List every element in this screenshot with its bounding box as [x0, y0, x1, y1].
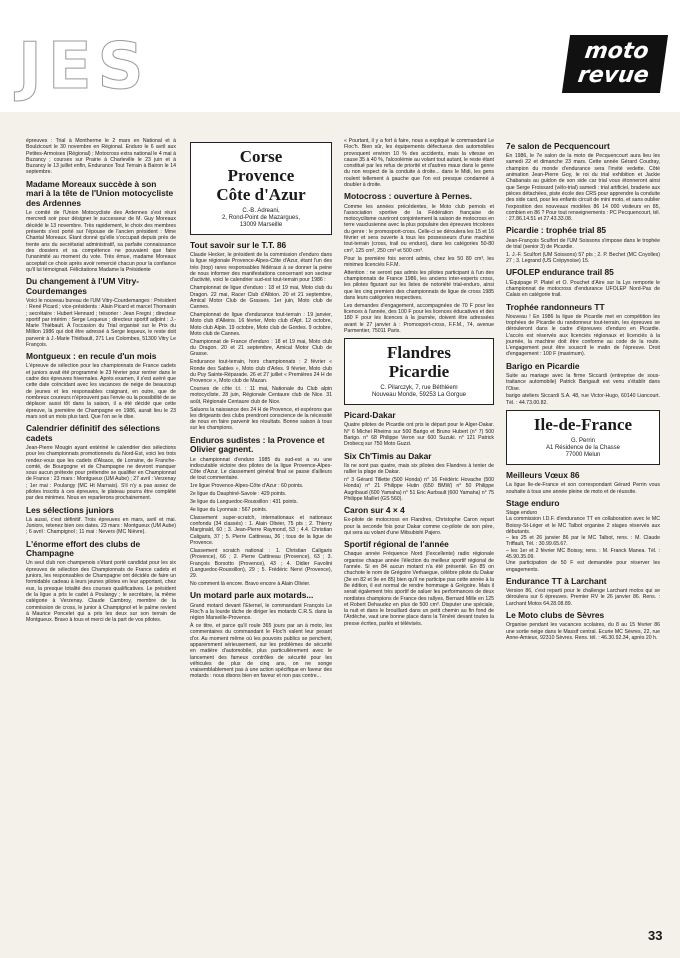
article-text: Stage enduro La commission I.D.F. d'endurance TT en collaboration avec le MC Boissy-St-Léger et le MC Talbot organise 2 stages réservés aux débutants. – les 25 et 26 janvier 86 par le MC Talbot, rens. : M. Claude Triffault, Tél. : 30.99.65.67. – les 1er et 2 février MC Boissy, rens. : M. Franck Manea. Tél. : 45.90.35.09. Une participation de 50 F est demandée pour réserver les engagements. [506, 510, 660, 573]
article-headline: Montgueux : en recule d'un mois [26, 351, 157, 362]
article-headline: Picardie : trophée trial 85 [506, 225, 607, 236]
article-text: En 1986, le 7e salon de la moto de Pecquencourt aura lieu les samedi 22 et dimanche 23 mars. Cette année Gérard Coudray, champion du monde d'endurance sera l'invité vedette. Côté animation Jean-Pierre Goy, le roi du trial exhibition et Jackie Chabanais au guidon de son side car trial vous étonneront ainsi que Serge Froissard (vélo-trial) samedi : trial artificiel, braderie aux pièces détachées, piste école des CRS pour apprendre la conduite des side card, pour les enfants circuit de mini moto, et sans oublier l'exposition des nouveaux modèles 86 14 000 visiteurs en 85, combien en 86 ? Pour tout renseignements : PC Pecquencourt, tél. : 27.86.14.51 et 27.43.33.08. [506, 153, 660, 223]
header-logo-left: JES [18, 30, 150, 104]
article-text: Claude Hecker, le président de la commission d'enduro dans la ligue régionale Provence-Alpes-Côte d'Azur, étant l'un des très (trop) rares responsables fédéraux à se donner la peine de nous informer des manifestations concernant son secteur d'activité, voici le calendrier sud-est tout-terrain pour 1986 : [190, 252, 332, 284]
article-text: « Pourtant, il y a fort à faire, nous a expliqué le commandant Le Floc'h. Bien sûr, les équipements défectueux des automobiles provoquent environ 10 % des accidents, mais la vitesse en cause 35 à 40 %, l'alcoolémie au volant tout autant, le reste étant constitué par les refus de priorité et d'autres maux dans le genre du non respect de la conduite à droite... dans le Midi, les gens roulent tellement à gauche que l'on est presque condamné à doubler à droite. [344, 138, 494, 189]
article-headline: Trophée randonneurs TT [506, 301, 605, 312]
correspondent-address: C.-B. Adreani, 2, Rond-Point de Mazargues, 13009 Marseille [221, 208, 301, 228]
article-text: Grand motard devant l'Eternel, le commandant François Le Floc'h a la lourde tâche de diriger les motards C.R.S. dans la région Marseille-Provence. [190, 602, 332, 622]
article-text: barigo ateliers Siccardi S.A. 48, rue Victor-Hugo, 60140 Liancourt. Tél. : 44.73.00.82. [506, 393, 660, 406]
header-band [0, 0, 680, 112]
article-headline: Les sélections juniors [26, 504, 114, 515]
column-3 [344, 138, 494, 629]
correspondent-address: C. Pilarczyk, 7, rue Béthléem Nouveau Monde, 59253 La Gorgue [371, 385, 467, 399]
article-text: No comment là encore. Bravo encore à Alain Olivier. [190, 581, 311, 588]
logo-word-revue: revue [576, 63, 651, 88]
page-number: 33 [648, 928, 663, 943]
region-box-corse [190, 142, 332, 235]
article-text: La ligue Ile-de-France et son correspondant Gérard Perrin vous souhaite à tous une année pleine de moto et de réussite. [506, 482, 660, 495]
article-headline: Du changement à l'UM Vitry-Courdemanges [26, 276, 140, 296]
article-text: 4e ligue du Lyonnais : 567 points. [190, 507, 268, 513]
article-text: Championnat de ligue d'enduro : 18 et 19 mai, Moto club du Dragon. 22 mai, Racer Club d'Albion. 20 et 21 septembre, Amical Motor Club de Grasses. 1er juin, Moto club de Cannes. [190, 285, 332, 311]
article-text: Championnat de France d'enduro : 18 et 19 mai, Moto club du Dragon. 20 et 21 septembre, Amical Motor Club de Grasse. [190, 338, 332, 358]
article-headline: Tout savoir sur le T.T. 86 [190, 240, 287, 250]
article-text: Courses de côte t.t. : 11 mai, Nationale du Club alpin motocycliste. 28 juin, Régionale Centaure club de Nice. 31 août, Régionale Centaure club de Nice. [190, 386, 332, 405]
correspondent-address: G. Perrin A1 Résidence de la Chasse 77000 Melun [545, 438, 621, 459]
article-headline: Calendrier définitif des sélections cadets [26, 423, 161, 443]
article-text: L'épreuve de sélection pour les championnats de France cadets et juniors avait été programmé le 23 février pour rentrer dans le cadre des épreuves hivernales. Après examen, il s'est avéré que cette date coïncidant avec les vacances de neige de beaucoup de jeunes et les responsables craignant, en outre, que de nombreux coureurs n'éprouvent pas l'envie ou la possibilité de se déplacer aussi tôt dans la saison, il a été décidé que cette épreuve, la première de Champagne en 1986, aurait lieu le 23 mars soit un mois plus tard. Que l'on se le dise. [26, 363, 176, 420]
article-headline: Motocross : ouverture à Pernes. [344, 191, 472, 202]
article-text: Le championnat d'enduro 1985 du sud-est a vu une indiscutable victoire des pilotes de la ligue Provence-Alpes-Côte d'Azur. Le classement général final se passe d'ailleurs de tout commentaire. [190, 456, 332, 482]
region-box-flandres [344, 338, 494, 405]
article-text: Le comité de l'Union Motocycliste des Ardennes s'est réuni mercredi soir pour désigner le successeur de M. Guy Moreaux décédé le 13 novembre. Très rapidement, le choix des membres présents s'est porté sur l'épouse de l'ancien président : Mme Chantal Moreaux. Étant donné qu'elle s'occupait depuis près de trente ans du secrétariat administratif, sa parfaite connaissance des dossiers et sa compétence ne pouvaient que faire l'unanimité au moment du vote. Très émue, madame Moreaux acceptait ce choix après avoir remercié chacun pour la confiance qu'il lui témoignait. Félicitations Madame la Présidente [26, 210, 176, 273]
article-headline: Le Moto clubs de Sèvres [506, 610, 605, 621]
article-text: Ils ne sont pas quatre, mais six pilotes des Flandres à tenter de rallier la plage de Dakar. [344, 462, 494, 476]
article-text: Pour la première fois seront admis, chez les 50 80 cm³, les minimes licenciés F.F.M. [344, 255, 494, 268]
article-headline: Stage enduro [506, 497, 560, 508]
article-text: Jean-Pierre Mougin ayant entériné le calendrier des sélections pour les championnats promotionnels du Nord-Est, voici les trois rendez-vous que les cadets d'Alsace, de Lorraine, de Franche-comté, de Bourgogne et de Champagne ne devront manquer sous aucun prétexte pour prétendre se qualifier en Championnat de France : 23 mars : Montgueux (UM Aube) ; 27 avril : Verzenay ; 1er mai : Poulangy (MC Ht Marnais). S'il n'y a pas assez de pilotes inscrits à ces épreuves, le plateau pourra être complété par des minimes. Nous en reparlerons prochainement. [26, 444, 176, 502]
article-text: Endurance tout-terrain, hors championnats : 2 février « Ronde des Sables », Moto club d'Arles. 9 février, Moto club du Puy Sainte-Réparade. 26 et 27 juillet « Premières 24 H de Provence », Moto club de Mazan. [190, 359, 332, 385]
article-headline: Sportif régional de l'année [344, 539, 449, 550]
region-title: Ile-de-France [533, 415, 633, 435]
article-text: Chaque année Fréquence Nord (l'excellente) radio régionale organise chaque année l'élection du meilleur sportif régional de l'année. Si en 84 aucun motard n'a été présenté. En 85 on chuchote le nom de Grégoire Verhaegue, célèbre pilote du Dakar (3e en 82 et 9e en 85) bien qu'il ne participe pas cette année à la 8e édition, il est normal de rendre hommage à Grégoire. Mais il serait également très sportif de saluer les performances de deux nordistes champions de France des rallyes, Bernard Mille en 125 et Robert Dehaudez en plus de 500 cm³. Disputer une spéciale, la nuit et dans le brouillard dans un petit chemin au fin fond de l'Ardèche, vaut une bonne place dans la Ténéré devant toutes la presse écrites, parlés et télévisés. [344, 551, 494, 627]
article-text: épreuves : Trial à Montherme le 2 mars en National et à Boulzicourt le 30 novembre en Régional. Enduro le 6 avril aux Petites-Armoises (Régional) ; Motocross extra national le 4 mai à Buzancy ; courses sur Prairie à Charleville le 23 juin et à Buzancy le 13 juillet enfin, Endurance Tout Terrain à Bairon le 14 septembre. [26, 138, 176, 176]
article-text: Ex-pilote de motocross en Flandres, Christophe Caron repart pour la seconde fois pour Dakar comme co-pilote de son père, qui sera au volant d'une Mitsubishi Pajero. [344, 517, 494, 536]
region-title: Corse Provence Côte d'Azur [216, 147, 306, 204]
article-headline: Endurance TT à Larchant [506, 575, 607, 586]
region-title: Flandres Picardie [387, 343, 451, 382]
article-text: Version 86, c'est reparti pour le challenge Larchant motos qui se déroulera sur 6 épreuves. Premier RV le 26 janvier 86. Rens. : Larchant Motos 64.28.08.89. [506, 588, 660, 607]
article-text: 2e ligue du Dauphiné-Savoie : 429 points. [190, 491, 287, 498]
article-text: Jean-François Sculfort de l'UM Soissons s'impose dans le trophée de trial (senior 3) de Picardie. [506, 237, 660, 250]
logo-word-moto: moto [583, 39, 651, 64]
article-text: Saluons la naissance des 24 H de Provence, et espérons que les dirigeants des clubs prendront conscience de la nécessité de nous en faire parvenir les résultats. Bonne saison à tous sur les champions. [190, 406, 332, 432]
article-text: Organise pendant les vacances scolaires, du 8 au 15 février 86 une sortie neige dans le Massif central. Ecurie MC Sèvres, 22, rue Anne-Amieux, 92310 Sèvres. Rens. tél. : 46.30.92.34, après 20 h. [506, 622, 660, 641]
article-headline: L'énorme effort des clubs de Champagne [26, 538, 141, 559]
article-text: Un seul club non champenois s'étant porté candidat pour les six épreuves de sélection des Championnats de France cadets et juniors, les responsables de Champagne ont décidés de faire un formidable cadeau à leurs jeunes pilotes en leur apportant, chez eux, la presque totalité des courses qualificatives. Le président de la ligue a pris le cadet à Poulangy ; le secrétaire, la même catégorie à Verzenay. Claude Cambroy, membre de la commission de cross, le junior à Champignol et le palme revient à Maurice Poncelet qui a pris les deux sur son terrain de Montgueux. Bravo à tous et merci de la part de vos pilotes. [26, 560, 176, 624]
region-box-ile-de-france [506, 410, 660, 465]
article-headline: Barigo en Picardie [506, 360, 580, 371]
article-text: 1. J.-F. Sculfort (UM Soissons) 57 pts ; 2. P. Bechet (MC Coyolles) 27 ; 3. Legrand (US Crépynoise) 15. [506, 251, 660, 265]
article-text: Là aussi, c'est définitif. Trois épreuves en mars, avril et mai. Juniors, retenez bien ces dates. 23 mars : Montgueux (UM Aube) ; 6 avril : Champignol ; 11 mai : Nevers (MC Nièvre). [26, 516, 176, 536]
article-text: Les demandes d'engagement, accompagnées de 70 F pour les licences à l'année, des 100 F pour les licences éducatives et des 180 F pour les licences à la journée, doivent être adressées avant le 27 janvier à : Promosport-cross, F.F.M., 74, avenue Parmentier, 75011 Paris. [344, 302, 494, 334]
article-text: Quatre pilotes de Picardie ont pris le départ pour le Alger-Dakar. N° 6 Michel Rheims sur 500 Barigo et Bruno Hubert (n° 7) 500 Barigo. n° 68 Philippe Veron sur 600 Suzuki. n° 121 Patrick Drobecq sur 750 Moto Guzzi. [344, 422, 494, 448]
article-text: Comme les années précédentes, le Moto club pernois et l'association sportive de la Fédération française de motocycilisme ouvriront conjointement la saison de motocross en terre vauclusienne avec la plus populaire des épreuves tricolores du genre : le promosport-cross. Celle-ci se déroulera les 15 et 16 février et sera ouverte à tous les possesseurs d'une machine tout-terrain (cross, trail ou enduro), dans les catégories 50-80 cm³, 125 cm³, 250 cm³ et 500 cm³. [344, 203, 494, 254]
moto-revue-logo [562, 35, 668, 93]
column-2 [190, 138, 332, 681]
article-headline: Madame Moreaux succède à son mari à la tête de l'Union motocycliste des Ardennes [26, 178, 174, 208]
article-text: Voici le nouveau bureau de l'UM Vitry-Courdemanges : Président : René Picard ; vice-présidents : Alain Picard et marcel Thomasin ; secrétaire : Hubert Hennard ; trésorier : Jean Fregni ; directeur sportif par intérim : Serge Lequeux ; directeur sportif adjoint : J.-Marie Thiébault. À l'occasion du Trial organisé sur le Prix du Million 1986 qui doit être adressé à Serge lequeux, le reste doit parvenir à J.-Marie Thiébault, 271 Les Colombes, 51300 Vitry Le François. [26, 297, 176, 348]
article-headline: Picard-Dakar [344, 410, 396, 421]
article-headline: Meilleurs Vœux 86 [506, 470, 580, 481]
article-text: n° 3 Gérard Tillette (500 Honda) n° 16 Frédéric Hovache (500 Honda) n° 21 Philippe Hutin (650 BMW) n° 50 Philippe Augribaud (600 Yamaha) n° 51 Eric Aurbault (600 Yamaha) n° 75 Philippe Maillet (GS 560). [344, 477, 494, 502]
article-headline: Enduros sudistes : la Provence et Olivier gagnent. [190, 434, 325, 455]
article-headline: Six Ch'Timis au Dakar [344, 450, 432, 461]
article-text: Classement scratch national : 1. Christian Caligaris (Provence), 66 ; 2. Pierre Cattineau (Provence), 63 ; 3. François Borsotto (Provence), 43 ; 4. Didier Favolini (Languedoc-Roussillon), 29 ; 5. Frédéric Nervi (Provence), 29. [190, 547, 332, 580]
article-text: 1re ligue Provence-Alpes-Côte d'Azur : 60 points. [190, 483, 304, 490]
article-headline: 7e salon de Pecquencourt [506, 141, 610, 151]
article-headline: Caron sur 4 × 4 [344, 505, 405, 516]
article-text: Nouveau ! En 1986 la ligue de Picardie met en compétition les trophées de Picardie du randonneur tout-terrain, les épreuves se dérouleront dans le cadre d'épreuves d'enduro en Picardie. L'accès est réservés aux licenciés régionaux et licenciés à la journée, la machine doit être conforme au code de la route. L'engagement peut être souscrit le matin de l'épreuve. Droit d'engagement : 100 F (maximum). [506, 313, 660, 358]
article-text: Attention : ne seront pas admis les pilotes participant à l'un des championnats de France 1986, les anciens inter-experts cross, les pilotes figurant sur les listes de notoriété trial-enduro, ainsi que les cinq premiers des championnats de ligue de cross 1985 dans leurs catégories respectives. [344, 269, 494, 301]
column-4 [506, 138, 660, 643]
article-text: Suite au mariage avec la firme Siccardi (entreprise de sous-traitance automobile) Patrick Barigault est venu s'établir dans l'Oise. [506, 372, 660, 392]
article-text: Championnat de ligue d'endurance tout-terrain : 19 janvier, Moto club d'Alleins. 16 février, Moto club d'Apt. 12 octobre, Moto club Alpin. 19 octobre, Moto club de Gordes. 9 octobre, Moto club de Cannes. [190, 312, 332, 337]
article-text: L'Équipage P. Platel et O. Pouchet d'Aire sur la Lys remporte le championnat de motocross d'endurance UFOLEP Nord-Pas de Calais en catégorie trail. [506, 279, 660, 299]
article-text: Classement super-scratch, internationaux et nationaux confondu (34 classés) : 1. Alain Olivier, 75 pts ; 2. Thierry Marginald, 60 ; 3. Jean-Pierre Raymond, 53 ; 4.4. Christian Caligaris, 37 ; 5. Pierre Cattineau, 36 ; tous de la ligue de Provence. [190, 514, 332, 547]
column-1 [26, 138, 176, 625]
article-text: À ce titre, et parce qu'il roule 365 jours par an à moto, les commentaires du commandant le Floc'h valent leur pesant d'or. Au moment même où les pouvoirs publics se penchent, apparemment sérieusement, sur les problèmes de sécurité en matière d'automobile, plus particulièrement avec le lancement des fameux contrôles de sécurité pour les véhicules de plus de cinq ans, on ne songe vraisemblablement pas à une action spécifique en faveur des motards : nous disons bien en faveur et non pas contre... [190, 623, 332, 680]
article-headline: Un motard parle aux motards... [190, 590, 314, 601]
article-text: 3e ligue du Languedoc-Roussillon : 431 points. [190, 499, 298, 506]
article-headline: UFOLEP endurance trail 85 [506, 267, 614, 278]
